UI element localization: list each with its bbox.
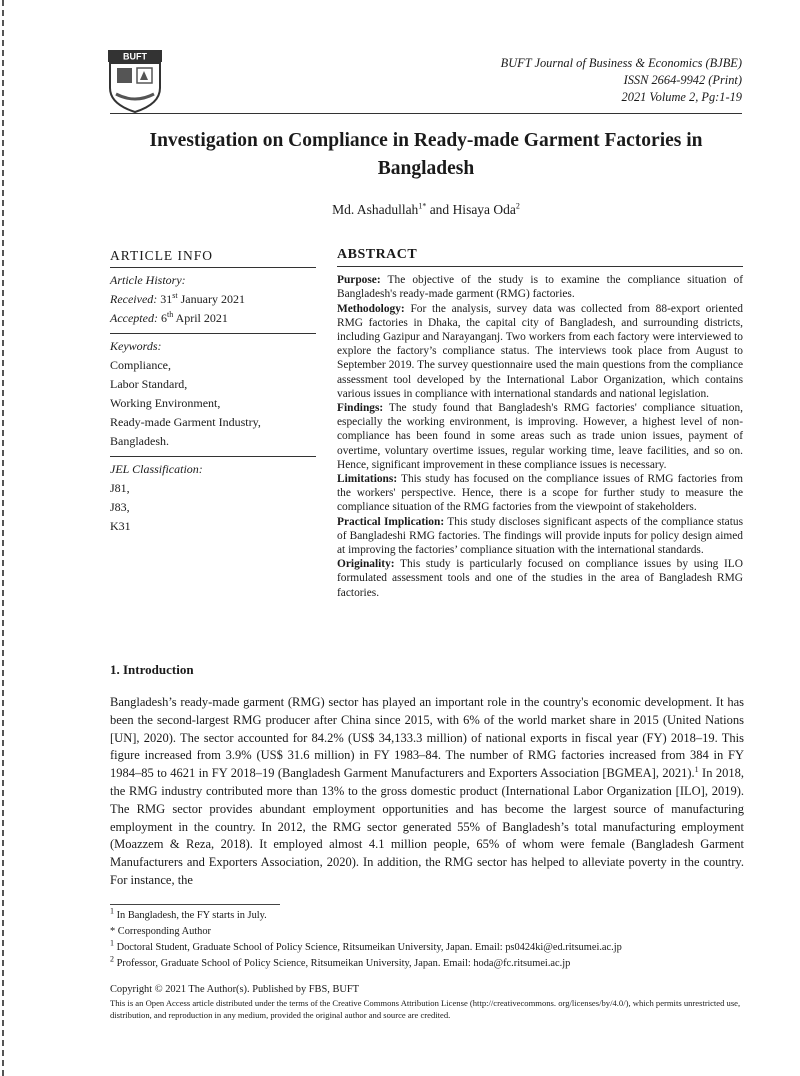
keyword: Ready-made Garment Industry, [110, 415, 261, 429]
intro-text-part-2: In 2018, the RMG industry contributed more than 13% to the gross domestic product (International Labor Organization [ILO], 2019). The RMG sector provides abundant employment opportunities and has become the largest source of manufacturing employment in the country. In 2012, the RMG sector generated 55% of Bangladesh’s total manufacturing employment (Moazzem & Reza, 2018). It employed almost 4.1 million people, 65% of whom were female (Bangladesh Garment Manufacturers and Exporters Association, 2020). In addition, the RMG sector has helped to alleviate poverty in the country. For instance, the [110, 766, 744, 887]
purpose-text: The objective of the study is to examine the compliance situation of Bangladesh's ready-made garment (RMG) factories. [337, 274, 743, 301]
header-divider [110, 113, 742, 114]
footnote-affiliation-1 [110, 940, 750, 956]
footnote-text: Doctoral Student, Graduate School of Policy Science, Ritsumeikan University, Japan. Email: ps0424ki@ed.ritsumei.ac.jp [114, 942, 622, 953]
introduction-paragraph [110, 694, 744, 890]
article-info-heading: ARTICLE INFO [110, 248, 316, 268]
license-text: This is an Open Access article distributed under the terms of the Creative Commons Attribution License (http://creativecommons. org/licenses/by/4.0/), which permits unrestricted use, distribution, and reproduction in any medium, provided the original author and source are credited. [110, 998, 741, 1020]
footnotes [110, 908, 750, 972]
jel-code: J81, [110, 481, 130, 495]
footnote-mark: 2 [110, 954, 114, 964]
footnote-divider [110, 904, 280, 905]
footnote-mark: * [110, 926, 116, 937]
findings-label: Findings: [337, 402, 384, 415]
practical-label: Practical Implication: [337, 515, 445, 528]
originality-text: This study is particularly focused on compliance issues by using ILO formulated assessment tools and one of the studies in the area of Bangladesh RMG factories. [337, 558, 743, 599]
accepted-month-year: April 2021 [175, 311, 228, 325]
accepted-suffix: th [166, 310, 174, 319]
author-1-affiliation: 1* [418, 201, 427, 211]
findings-text: The study found that Bangladesh's RMG factories' compliance situation, especially the working environment, is improving. However, a highest level of non-compliance has been found in some areas such as trade union issues, payment of overtime, voluntary overtime issues, regular working time, leave facilities, and so on. Hence, significant improvement in these compliance issues is necessary. [337, 402, 743, 471]
abstract-methodology [337, 302, 743, 401]
abstract-panel [337, 248, 743, 600]
footnote-text: In Bangladesh, the FY starts in July. [114, 910, 267, 921]
abstract-findings [337, 401, 743, 472]
abstract-heading: ABSTRACT [337, 248, 743, 267]
received-date [110, 290, 316, 309]
accepted-day: 6 [160, 311, 167, 325]
author-2-affiliation: 2 [515, 201, 520, 211]
abstract-purpose [337, 273, 743, 301]
jel-code: K31 [110, 519, 131, 533]
journal-issn: ISSN 2664-9942 (Print) [623, 73, 742, 87]
received-suffix: st [172, 291, 178, 300]
author-separator: and [426, 202, 453, 217]
author-line [110, 202, 742, 218]
margin-dashed-line [2, 0, 4, 1076]
jel-block [110, 457, 316, 541]
journal-volume: 2021 Volume 2, Pg:1-19 [621, 90, 742, 104]
footnote-affiliation-2 [110, 956, 750, 972]
practical-text: This study discloses significant aspects of the compliance status of Bangladeshi RMG factories. The findings will provide inputs for policy design aimed at improving the factories’ compliance situation with the international standards. [337, 515, 743, 557]
section-heading-introduction: 1. Introduction [110, 662, 194, 677]
received-day: 31 [160, 292, 173, 306]
received-month-year: January 2021 [180, 292, 245, 306]
intro-text-part-1: Bangladesh’s ready-made garment (RMG) sector has played an important role in the country's economic development. It has been the second-largest RMG producer after China since 2015, with 6% of the world market share in 2015 (United Nations [UN], 2020). The sector accounted for 84.2% (US$ 34,133.3 million) of national exports in fiscal year (FY) 2018–19. This figure increased from 3.9% (US$ 31.6 million) in FY 1983–84. The number of RMG factories increased from 384 in FY 1984–85 to 4621 in FY 2018–19 (Bangladesh Garment Manufacturers and Exporters Association [BGMEA], 2021). [110, 695, 744, 781]
jel-label: JEL Classification: [110, 462, 203, 476]
article-history [110, 268, 316, 334]
methodology-label: Methodology: [337, 302, 405, 315]
copyright-line: Copyright © 2021 The Author(s). Published by FBS, BUFT [110, 984, 360, 995]
keywords-label: Keywords: [110, 339, 162, 353]
footnote-reference: 1 [694, 765, 699, 775]
accepted-label: Accepted: [110, 311, 158, 325]
footnote-mark: 1 [110, 938, 114, 948]
purpose-label: Purpose: [337, 274, 381, 287]
paper-title: Investigation on Compliance in Ready-made Garment Factories in Bangladesh [149, 130, 703, 179]
methodology-text: For the analysis, survey data was collected from 88-export oriented RMG factories in Dhaka, the capital city of Bangladesh, and surrounding districts, including Gazipur and Narayanganj. Two workers from each factory were interviewed to explore the factory’s compliance status. The interviews took place from August to September 2019. The survey questionnaire used the main questions from the compliance assessment tool developed by the International Labor Organization, which contains various issues in compliance with international standards and national legislation. [337, 302, 743, 400]
logo-text: BUFT [123, 51, 147, 62]
footnote-mark: 1 [110, 906, 114, 916]
footnote-text: Corresponding Author [115, 926, 212, 937]
footnote-text: Professor, Graduate School of Policy Science, Ritsumeikan University, Japan. Email: hoda@fc.ritsumei.ac.jp [114, 958, 571, 969]
abstract-practical-implication [337, 515, 743, 558]
copyright-block [110, 983, 750, 1021]
article-info-panel [110, 248, 316, 541]
originality-label: Originality: [337, 558, 395, 571]
abstract-limitations [337, 472, 743, 515]
history-label: Article History: [110, 273, 186, 287]
journal-info [501, 55, 742, 106]
abstract-originality [337, 557, 743, 600]
footnote-corresponding [110, 924, 750, 940]
keyword: Working Environment, [110, 396, 221, 410]
limitations-text: This study has focused on the compliance issues of RMG factories from the workers' perspective. Hence, there is a scope for further study to measure the compliance situation of the RMG factories from the viewpoint of stakeholders. [337, 473, 743, 514]
author-1: Md. Ashadullah [332, 202, 419, 217]
accepted-date [110, 309, 316, 328]
keyword: Compliance, [110, 358, 171, 372]
keyword: Labor Standard, [110, 377, 188, 391]
keywords-block [110, 334, 316, 457]
keyword: Bangladesh. [110, 434, 169, 448]
footnote-fy [110, 908, 750, 924]
limitations-label: Limitations: [337, 473, 398, 486]
journal-name: BUFT Journal of Business & Economics (BJBE) [500, 56, 742, 70]
author-2: Hisaya Oda [452, 202, 516, 217]
jel-code: J83, [110, 500, 130, 514]
buft-logo [104, 50, 166, 114]
received-label: Received: [110, 292, 158, 306]
